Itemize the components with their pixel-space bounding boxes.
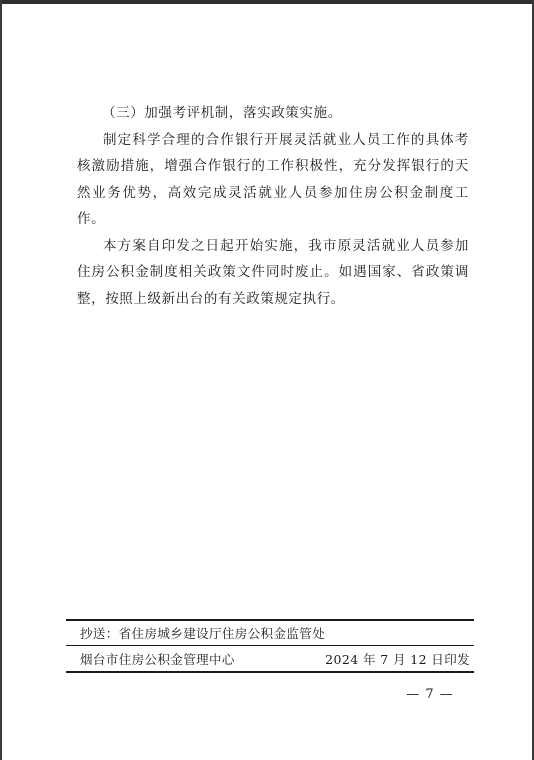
document-body xyxy=(77,100,469,312)
footer-rule-bottom xyxy=(66,671,474,673)
issuer-row xyxy=(66,650,474,668)
issue-date: 2024 年 7 月 12 日印发 xyxy=(325,652,470,667)
scan-left-edge xyxy=(0,0,2,760)
footer-rule-top xyxy=(66,619,474,621)
footer-rule-middle xyxy=(66,645,474,646)
issuer-name: 烟台市住房公积金管理中心 xyxy=(80,652,235,667)
section-heading: （三）加强考评机制，落实政策实施。 xyxy=(102,105,342,121)
cc-line: 抄送：省住房城乡建设厅住房公积金监管处 xyxy=(80,626,326,641)
paragraph-effective-date: 本方案自印发之日起开始实施，我市原灵活就业人员参加住房公积金制度相关政策文件同时废止。如遇国家、省政策调整，按照上级新出台的有关政策规定执行。 xyxy=(77,237,469,307)
page-number: — 7 — xyxy=(406,687,454,702)
paragraph-bank-incentives: 制定科学合理的合作银行开展灵活就业人员工作的具体考核激励措施，增强合作银行的工作积极性，充分发挥银行的天然业务优势，高效完成灵活就业人员参加住房公积金制度工作。 xyxy=(77,131,469,227)
scan-top-edge xyxy=(0,0,534,4)
